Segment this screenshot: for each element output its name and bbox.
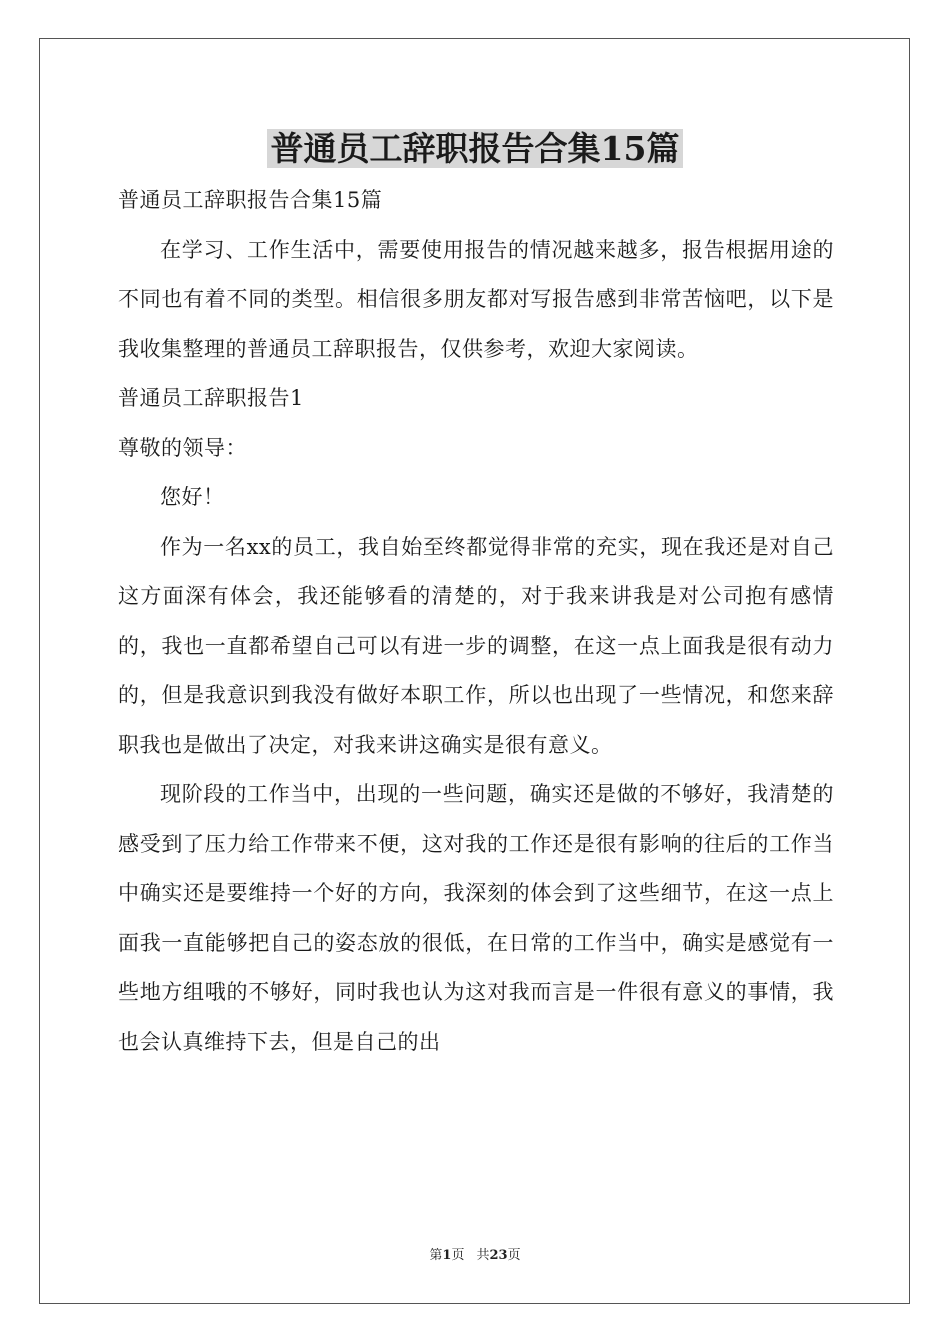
page-footer (0, 1246, 950, 1266)
page-prefix: 第 (429, 1248, 443, 1263)
document-subtitle: 普通员工辞职报告合集15篇 (118, 188, 383, 212)
salutation: 尊敬的领导： (118, 435, 247, 460)
document-title (0, 124, 950, 174)
total-prefix: 共 (476, 1248, 490, 1263)
document-title-text: 普通员工辞职报告合集15篇 (267, 129, 684, 168)
section-heading: 普通员工辞职报告1 (118, 386, 304, 410)
page-suffix: 页 (451, 1248, 465, 1263)
total-suffix: 页 (507, 1248, 521, 1263)
body-paragraph: 现阶段的工作当中，出现的一些问题，确实还是做的不够好，我清楚的感受到了压力给工作带来不便，这对我的工作还是很有影响的往后的工作当中确实还是要维持一个好的方向，我深刻的体会到了这些细节，在这一点上面我一直能够把自己的姿态放的很低，在日常的工作当中，确实是感觉有一些地方组哦的不够好，同时我也认为这对我而言是一件很有意义的事情，我也会认真维持下去，但是自己的出 (118, 782, 834, 1054)
page-current: 1 (442, 1248, 452, 1263)
document-body (118, 176, 834, 1067)
greeting: 您好！ (160, 485, 225, 509)
intro-paragraph: 在学习、工作生活中，需要使用报告的情况越来越多，报告根据用途的不同也有着不同的类型。相信很多朋友都对写报告感到非常苦恼吧，以下是我收集整理的普通员工辞职报告，仅供参考，欢迎大家阅读。 (118, 237, 834, 361)
page-total: 23 (489, 1248, 508, 1263)
body-paragraph: 作为一名xx的员工，我自始至终都觉得非常的充实，现在我还是对自己这方面深有体会，我还能够看的清楚的，对于我来讲我是对公司抱有感情的，我也一直都希望自己可以有进一步的调整，在这一点上面我是很有动力的，但是我意识到我没有做好本职工作，所以也出现了一些情况，和您来辞职我也是做出了决定，对我来讲这确实是很有意义。 (118, 534, 834, 757)
